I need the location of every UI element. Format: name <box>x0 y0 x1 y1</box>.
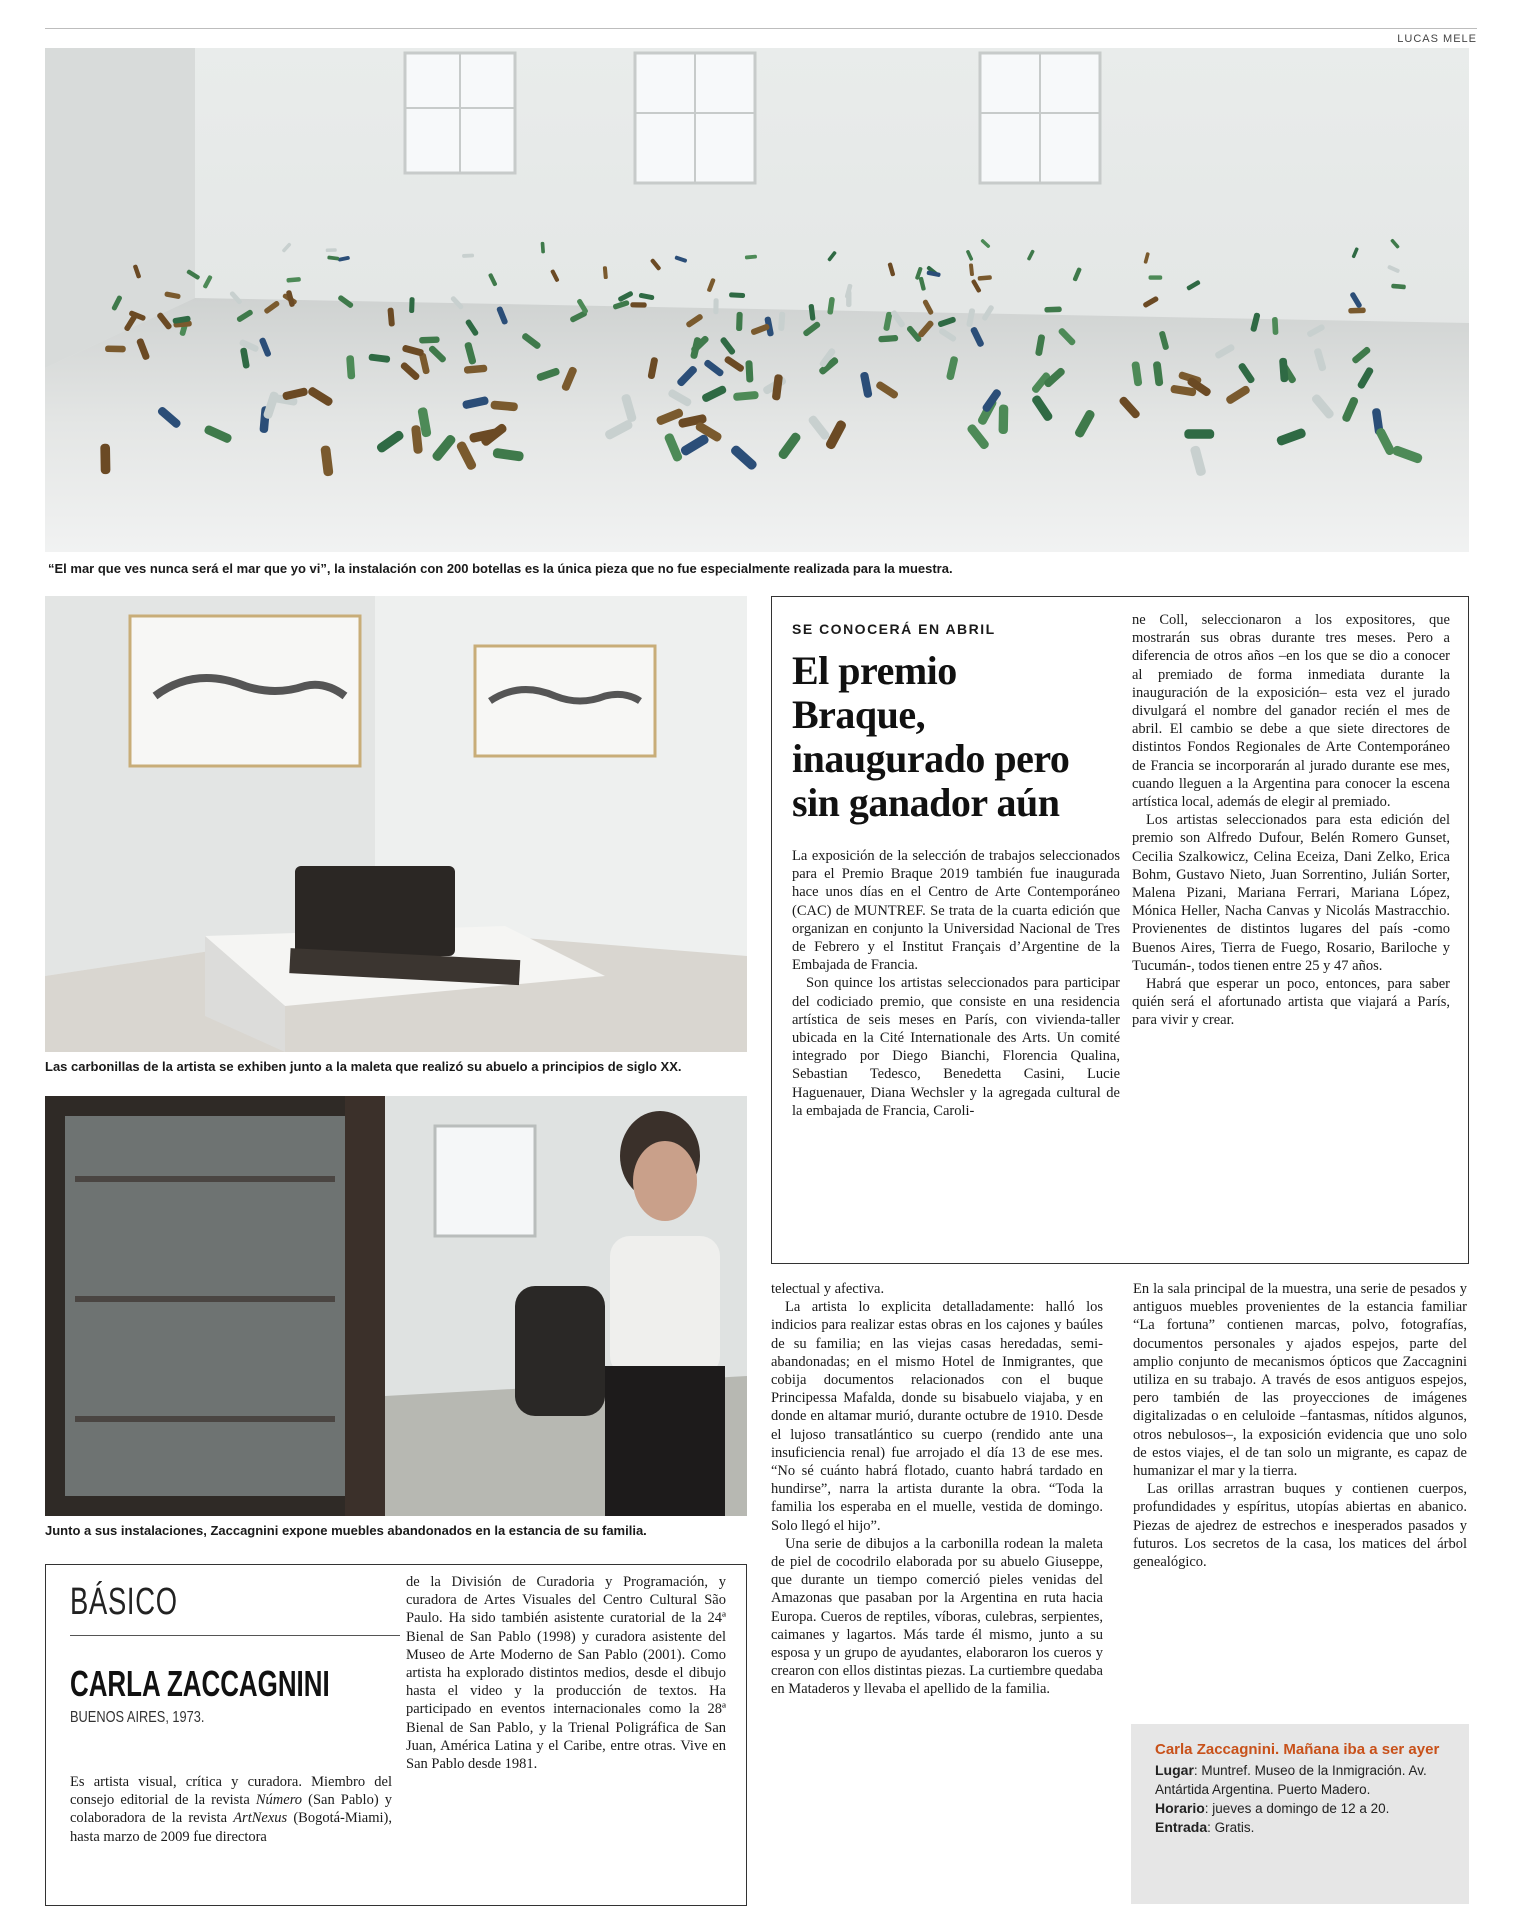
paragraph: Habrá que esperar un poco, entonces, para saber quién será el afortunado artista que viajará a París, para vivir y crear. <box>1132 976 1450 1029</box>
bottle-shape <box>1044 306 1062 312</box>
info-horario <box>1155 1799 1445 1818</box>
exhibition-info-box <box>1131 1724 1469 1904</box>
bottle-shape <box>745 360 753 382</box>
magazine-name: Número <box>255 1792 303 1809</box>
article-kicker: SE CONOCERÁ EN ABRIL <box>792 621 996 637</box>
photo-caption-second: Las carbonillas de la artista se exhiben junto a la maleta que realizó su abuelo a principios de siglo XX. <box>45 1059 682 1074</box>
bottle-shape <box>105 345 126 352</box>
paragraph: Los artistas seleccionados para esta edición del premio son Alfredo Dufour, Belén Romero Gunset, Cecilia Szalkowicz, Celina Eceiza, Dani Zelko, Erica Bohm, Gustavo Nieto, Juan Sorrentino, Julián Sorter, Malena Pizani, Mariana Ferrari, Mariana López, Mónica Heller, Nacha Canvas y Nicolás Mastracchio. Provienentes de distintos lugares del país -como Buenos Aires, Tierra de Fuego, Rosario, Bariloche y Tucumán-, todos tienen entre 25 y 47 años. <box>1132 812 1450 974</box>
premio-braque-box <box>771 596 1469 1264</box>
magazine-name: ArtNexus <box>233 1810 288 1827</box>
info-lugar <box>1155 1761 1445 1799</box>
text-run: (San Pablo) y colaboradora de la revista <box>70 1792 392 1827</box>
paragraph: ne Coll, seleccionaron a los expositores, que mostrarán sus obras durante tres meses. Pero a diferencia de otros años –en los que se dio a conocer al premiado de forma inmediata durante la inauguración de la exposición– esta vez el jurado divulgará el nombre del ganador recién el mes de abril. El cambio se debe a que siete directores de distintos Fondos Regionales de Arte Contemporáneo de Francia se incorporarán al jurado durante ese mes, cuando lleguen a la Argentina para conocer la escena artística local, además de elegir al premiado. <box>1132 612 1450 811</box>
profile-column-1 <box>70 1773 392 1846</box>
profile-column-2: de la División de Curadoria y Programación, y curadora de Artes Visuales del Centro Cultural São Paulo. Ha sido también asistente curatorial de la 24ª Bienal de San Pablo (1998) y curadora asistente del Museo de Arte Moderno de San Pablo (2001). Como artista ha explorado distintos medios, desde el dibujo hasta el video y la producción de textos. Ha participado en eventos internacionales como la 28ª Bienal de San Pablo, y la Trienal Poligráfica de San Juan, América Latina y el Caribe, entre otras. Vive en San Pablo desde 1981. <box>406 1574 726 1773</box>
photo-caption-third: Junto a sus instalaciones, Zaccagnini expone muebles abandonados en la estancia de su familia. <box>45 1523 647 1538</box>
artist-cabinet-photo <box>45 1096 747 1516</box>
bottle-shape <box>1272 317 1279 335</box>
bottles-installation-photo <box>45 48 1469 552</box>
label: Horario <box>1155 1800 1205 1816</box>
bottle-shape <box>1348 307 1366 313</box>
info-entrada <box>1155 1818 1445 1837</box>
boxed-column-1 <box>792 847 1120 1120</box>
bottle-shape <box>419 336 440 343</box>
basico-profile-box <box>45 1564 747 1906</box>
photo-credit: LUCAS MELE <box>1397 33 1477 45</box>
bottle-shape <box>409 297 415 313</box>
article-headline: El premio Braque, inaugurado pero sin ganador aún <box>792 648 1070 825</box>
suitcase-gallery-photo <box>45 596 747 1052</box>
bottle-shape <box>1184 429 1214 439</box>
text-run: Es artista visual, crítica y curadora. Miembro del consejo editorial de la revista <box>70 1774 392 1809</box>
paragraph: Las orillas arrastran buques y contienen cuerpos, profundidades y espíritus, utopías abiertas en abanico. Piezas de ajedrez de estrechos e inesperados pasados y futuros. Los secretos de la casa, los matices del árbol genealógico. <box>1133 1481 1467 1571</box>
paragraph: La exposición de la selección de trabajos seleccionados para el Premio Braque 2019 también fue inaugurada hace unos días en el Centro de Arte Contemporáneo (CAC) de MUNTREF. Se trata de la cuarta edición que organizan en conjunto la Universidad Nacional de Tres de Febrero y el Institut Français d’Argentine de la Embajada de Francia. <box>792 848 1120 974</box>
bottle-shape <box>462 254 474 258</box>
paragraph: Una serie de dibujos a la carbonilla rodean la maleta de piel de cocodrilo elaborada por su abuelo Giuseppe, que durante un tiempo comerció pieles venidas del Amazonas que pasaban por la Argentina en ruta hacia Europa. Cueros de reptiles, víboras, culebras, serpientes, caimanes y lagartos. Más tarde él mismo, junto a su esposa y un grupo de ayudantes, elaboraron los cueros y crearon con ellos distintas piezas. La curtiembre quedaba en Mataderos y llevaba el apellido de la familia. <box>771 1535 1103 1698</box>
basico-rule <box>70 1635 400 1636</box>
bottle-shape <box>736 312 743 331</box>
label: Entrada <box>1155 1819 1208 1835</box>
text-run: (Bogotá-Miami), hasta marzo de 2009 fue directora <box>70 1810 392 1845</box>
value: : jueves a domingo de 12 a 20. <box>1204 1801 1390 1816</box>
basico-tag: BÁSICO <box>70 1581 178 1623</box>
bottle-shape <box>998 404 1008 434</box>
main-column-1 <box>771 1280 1103 1699</box>
bottle-shape <box>326 248 337 252</box>
label: Lugar <box>1155 1762 1194 1778</box>
paragraph: En la sala principal de la muestra, una serie de pesados y antiguos muebles provenientes de la estancia familiar “La fortuna” contienen marcas, polvo, fotografías, documentos personales y ajados espejos, parte del amplio conjunto de mecanismos ópticos que Zaccagnini utiliza en su trabajo. A través de esos antiguos espejos, pero también de las proyecciones de imágenes digitalizadas o en celuloide –fantasmas, nítidos algunos, otros nebulosos–, la exposición evidencia que uno solo de estos viajes, el de tan solo un migrante, es capaz de humanizar el mar y la tierra. <box>1133 1281 1467 1480</box>
top-rule <box>45 28 1477 29</box>
paragraph: telectual y afectiva. <box>771 1281 885 1297</box>
profile-name: CARLA ZACCAGNINI <box>70 1663 330 1704</box>
main-column-2 <box>1133 1280 1467 1571</box>
bottle-shape <box>729 292 745 298</box>
bottle-shape <box>713 298 718 314</box>
value: : Muntref. Museo de la Inmigración. Av. Antártida Argentina. Puerto Madero. <box>1155 1763 1427 1797</box>
bottle-shape <box>100 444 110 475</box>
paragraph: La artista lo explicita detalladamente: halló los indicios para realizar estas obras en los cajones y baúles de su familia; en las viejas casas heredadas, semi-abandonadas; en el mismo Hotel de Inmigrantes, que cobija documentos relacionados con el buque Principessa Mafalda, donde su bisabuelo viajaba, y en donde en altamar murió, durante octubre de 1910. Desde el lujoso transatlántico su cuerpo (rendido ante una insuficiencia renal) fue arrojado el día 13 de ese mes. “No sé cuánto habrá flotado, cuanto habrá tardado en hundirse”, narra la artista durante la obra. “Toda la familia los esperaba en el muelle, vestida de domingo. Solo llegó el hijo”. <box>771 1299 1103 1534</box>
bottle-shape <box>1149 275 1163 279</box>
value: : Gratis. <box>1207 1820 1255 1835</box>
photo-caption-main: “El mar que ves nunca será el mar que yo vi”, la instalación con 200 botellas es la única pieza que no fue especialmente realizada para la muestra. <box>48 561 953 576</box>
exhibition-title: Carla Zaccagnini. Mañana iba a ser ayer <box>1155 1741 1440 1758</box>
bottle-shape <box>630 302 646 307</box>
paragraph: Son quince los artistas seleccionados para participar del codiciado premio, que consiste en una residencia artística de seis meses en París, con vivienda-taller ubicada en la Cité Internationale des Arts. Un comité integrado por Diego Bianchi, Florencia Qualina, Sebastian Tedesco, Benedetta Casini, Lucie Haguenauer, Diana Wechsler y la agregada cultural de la embajada de Francia, Caroli- <box>792 975 1120 1119</box>
profile-origin: BUENOS AIRES, 1973. <box>70 1709 205 1726</box>
boxed-column-2 <box>1132 611 1450 1030</box>
